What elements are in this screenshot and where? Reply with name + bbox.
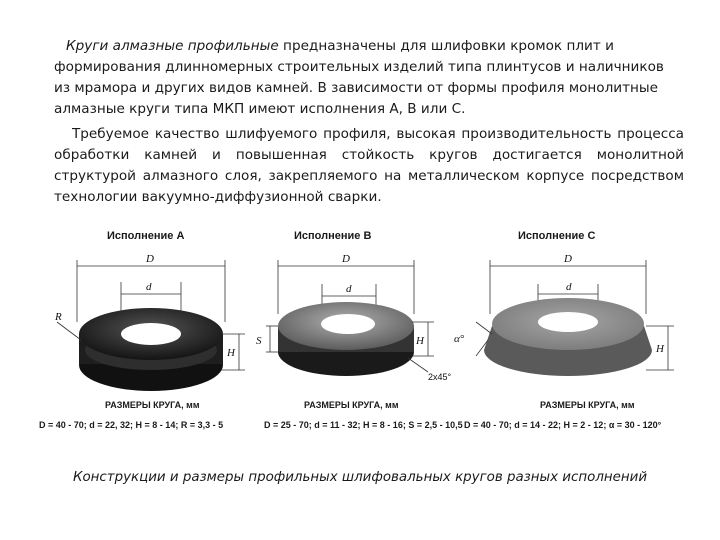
chamfer-label-b: 2x45° xyxy=(428,372,452,382)
variant-a-title: Исполнение А xyxy=(107,230,185,242)
dim-alpha-c: α° xyxy=(454,333,465,345)
variant-b xyxy=(258,222,470,432)
wheel-c-bore xyxy=(538,312,598,332)
dim-H-a: H xyxy=(227,347,235,359)
intro-text: предназначены для шлифовки кромок плит и формирования длинномерных строительных изделий типа плинтусов и наличников из мрамора и других видов камней. В зависимости от формы профиля монолитные алмазные круги типа МКП имеют исполнения А, В или С. xyxy=(54,38,664,117)
variant-a-params: D = 40 - 70; d = 22, 32; H = 8 - 14; R = 3,3 - 5 xyxy=(39,420,224,430)
wheel-a-diagram xyxy=(45,222,257,397)
dim-H-c: H xyxy=(656,343,664,355)
variant-c-title: Исполнение С xyxy=(518,230,596,242)
dim-S-b: S xyxy=(256,335,262,347)
dim-R-a: R xyxy=(55,311,62,323)
variant-c-params: D = 40 - 70; d = 14 - 22; H = 2 - 12; α = 30 - 120° xyxy=(464,420,662,430)
wheel-a-bore xyxy=(121,323,181,345)
variant-a xyxy=(39,222,257,432)
wheel-b-diagram xyxy=(258,222,470,397)
dim-d-c: d xyxy=(566,281,572,293)
variant-c-sizes-label: РАЗМЕРЫ КРУГА, мм xyxy=(540,400,635,410)
intro-paragraph xyxy=(54,36,684,120)
dim-H-b: H xyxy=(416,335,424,347)
variant-b-params: D = 25 - 70; d = 11 - 32; H = 8 - 16; S = 2,5 - 10,5 xyxy=(264,420,463,430)
wheel-c-diagram xyxy=(454,222,682,397)
variant-c xyxy=(454,222,682,432)
dim-d-b: d xyxy=(346,283,352,295)
dim-d-a: d xyxy=(146,281,152,293)
figure-caption: Конструкции и размеры профильных шлифовальных кругов разных исполнений xyxy=(72,470,648,485)
dim-D-c: D xyxy=(564,253,572,265)
variant-a-sizes-label: РАЗМЕРЫ КРУГА, мм xyxy=(105,400,200,410)
intro-lead: Круги алмазные профильные xyxy=(66,38,279,54)
dim-D-a: D xyxy=(146,253,154,265)
dim-D-b: D xyxy=(342,253,350,265)
variant-b-sizes-label: РАЗМЕРЫ КРУГА, мм xyxy=(304,400,399,410)
wheel-b-bore xyxy=(321,314,375,334)
variant-b-title: Исполнение В xyxy=(294,230,372,242)
second-paragraph: Требуемое качество шлифуемого профиля, высокая производительность процесса обработки камней и повышенная стойкость кругов достигается монолитной структурой алмазного слоя, закрепляемого на металлическом корпусе посредством технологии вакуумно-диффузионной сварки. xyxy=(54,126,684,205)
